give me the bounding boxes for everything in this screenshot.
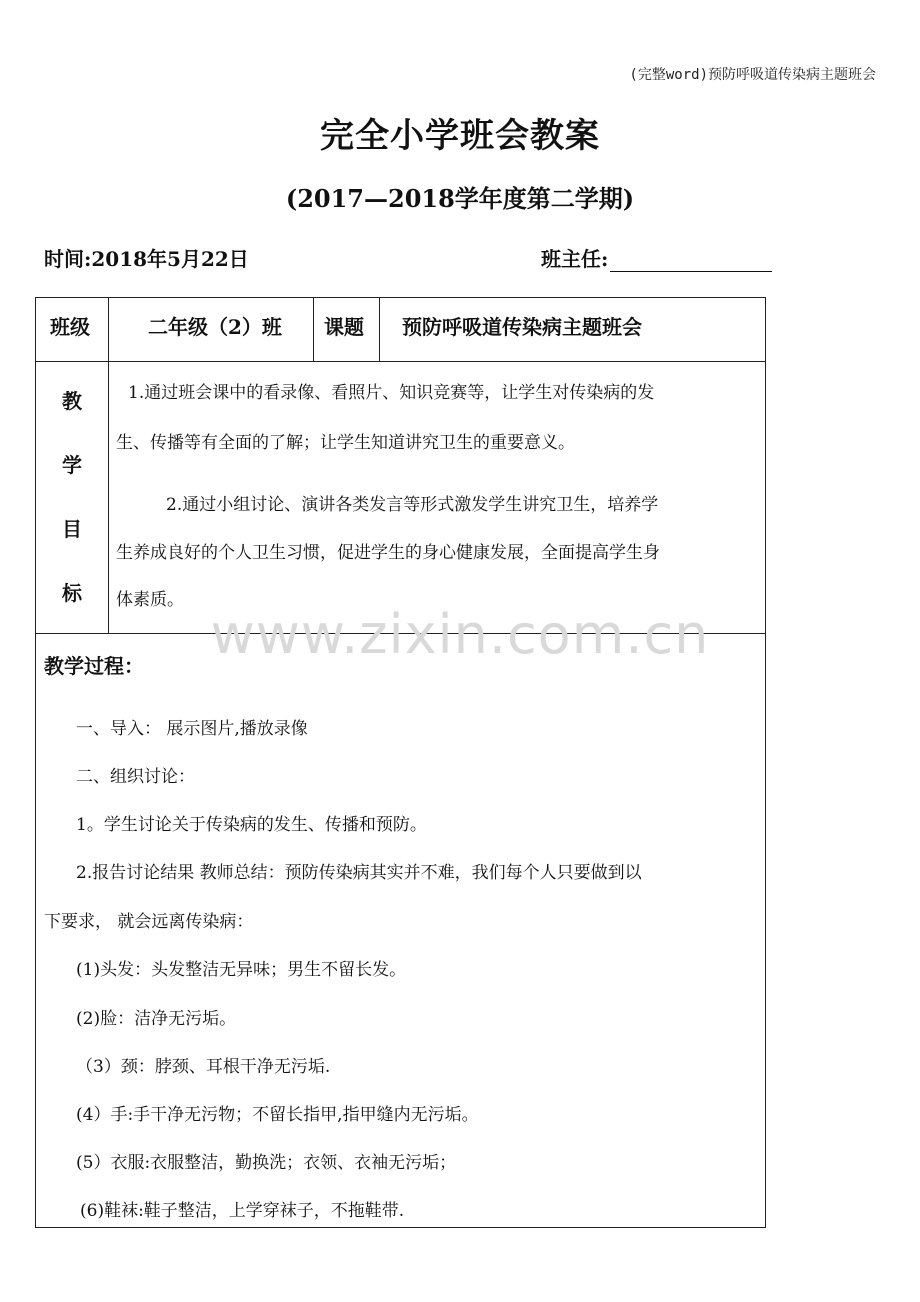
process-line: 下要求， 就会远离传染病： (44, 912, 254, 932)
process-line: （3）颈：脖颈、耳根干净无污垢. (76, 1057, 331, 1077)
topic-value: 预防呼吸道传染病主题班会 (402, 315, 642, 339)
row-divider-2 (36, 633, 765, 634)
topic-label: 课题 (324, 315, 364, 339)
process-line: (6)鞋袜:鞋子整洁，上学穿袜子，不拖鞋带. (80, 1201, 405, 1221)
process-line: (4）手:手干净无污物；不留长指甲,指甲缝内无污垢。 (76, 1105, 479, 1125)
goal-label-char-4: 标 (62, 581, 82, 605)
class-value: 二年级（2）班 (148, 315, 282, 339)
col-divider-3 (379, 298, 380, 362)
goal-col-divider (108, 361, 109, 634)
teacher-field (541, 243, 772, 272)
goal-2-line-3: 体素质。 (116, 590, 184, 610)
document-header-note: (完整word)预防呼吸道传染病主题班会 (629, 67, 876, 83)
process-line: 1。学生讨论关于传染病的发生、传播和预防。 (76, 815, 427, 835)
goal-1-line-2: 生、传播等有全面的了解；让学生知道讲究卫生的重要意义。 (116, 433, 575, 453)
goal-label-char-2: 学 (62, 453, 82, 477)
process-title: 教学过程： (44, 654, 144, 678)
col-divider-1 (108, 298, 109, 362)
process-line: (2)脸：洁净无污垢。 (76, 1009, 237, 1029)
row-divider-1 (36, 361, 765, 362)
goal-2-line-1: 2.通过小组讨论、演讲各类发言等形式激发学生讲究卫生，培养学 (166, 495, 659, 515)
page-subtitle: (2017—2018学年度第二学期) (285, 184, 635, 213)
process-line: 一、导入： 展示图片,播放录像 (76, 719, 308, 739)
process-line: 二、组织讨论： (76, 767, 195, 787)
col-divider-2 (313, 298, 314, 362)
goal-1-line-1: 1.通过班会课中的看录像、看照片、知识竞赛等，让学生对传染病的发 (128, 383, 655, 403)
teacher-signature-line (610, 247, 772, 272)
goal-label-char-3: 目 (62, 517, 82, 541)
process-line: (1)头发：头发整洁无异味；男生不留长发。 (76, 960, 407, 980)
goal-2-line-2: 生养成良好的个人卫生习惯，促进学生的身心健康发展，全面提高学生身 (116, 543, 660, 563)
class-label: 班级 (50, 315, 90, 339)
teacher-label: 班主任: (541, 247, 609, 271)
page-title: 完全小学班会教案 (320, 116, 600, 156)
watermark: www.zixin.com.cn (210, 603, 710, 666)
date-line: 时间:2018年5月22日 (44, 247, 249, 271)
lesson-plan-table (35, 297, 766, 1228)
process-line: (5）衣服:衣服整洁，勤换洗；衣领、衣袖无污垢； (76, 1153, 457, 1173)
goal-label-char-1: 教 (62, 389, 82, 413)
process-line: 2.报告讨论结果 教师总结：预防传染病其实并不难，我们每个人只要做到以 (76, 863, 642, 883)
